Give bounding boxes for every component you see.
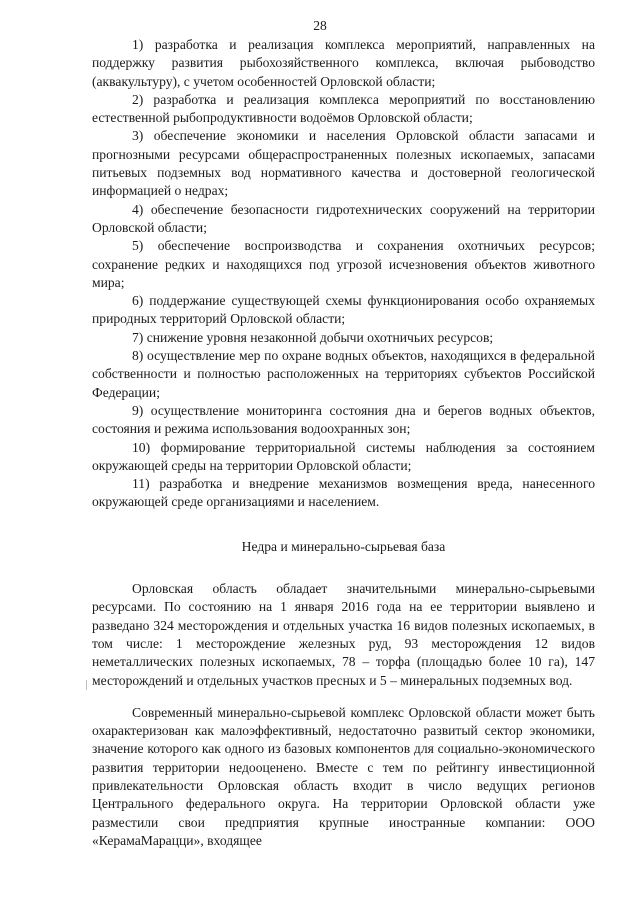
list-item-1: 1) разработка и реализация комплекса мероприятий, направленных на поддержку развития рыбохозяйственного комплекса, включая рыбоводство (аквакультуру), с учетом особенностей Орловской области; bbox=[92, 37, 595, 89]
section-heading: Недра и минерально-сырьевая база bbox=[241, 538, 446, 554]
list-item-9: 9) осуществление мониторинга состояния дна и берегов водных объектов, состояния и режима использования водоохранных зон; bbox=[92, 402, 595, 437]
document-body bbox=[92, 36, 595, 850]
list-item-5: 5) обеспечение воспроизводства и сохранения охотничьих ресурсов; сохранение редких и находящихся под угрозой исчезновения объектов животного мира; bbox=[92, 238, 595, 290]
section-paragraph-1: Орловская область обладает значительными минерально-сырьевыми ресурсами. По состоянию на 1 января 2016 года на ее территории выявлено и разведано 324 месторождения и отдельных участка 16 видов полезных ископаемых, в том числе: 1 месторождение железных руд, 93 месторождения 12 видов неметаллических полезных ископаемых, 78 – торфа (площадью более 10 га), 147 месторождений и отдельных участков пресных и 5 – минеральных подземных вод. bbox=[92, 581, 595, 688]
list-item-7: 7) снижение уровня незаконной добычи охотничьих ресурсов; bbox=[132, 329, 494, 345]
list-item-2: 2) разработка и реализация комплекса мероприятий по восстановлению естественной рыбопродуктивности водоёмов Орловской области; bbox=[92, 91, 595, 126]
page-number: 28 bbox=[313, 18, 327, 33]
list-item-3: 3) обеспечение экономики и населения Орловской области запасами и прогнозными ресурсами общераспространенных полезных ископаемых, запасами питьевых подземных вод нормативного качества и достоверной геологической информацией о недрах; bbox=[92, 128, 595, 199]
list-item-8: 8) осуществление мер по охране водных объектов, находящихся в федеральной собственности и полностью расположенных на территориях субъектов Российской Федерации; bbox=[92, 348, 595, 400]
list-item-11: 11) разработка и внедрение механизмов возмещения вреда, нанесенного окружающей среде организациями и населением. bbox=[92, 476, 595, 510]
margin-mark bbox=[86, 680, 87, 690]
section-paragraph-2: Современный минерально-сырьевой комплекс Орловской области может быть охарактеризован как малоэффективный, недостаточно развитый сектор экономики, значение которого как одного из базовых компонентов для социально-экономического развития территории недооценено. Вместе с тем по рейтингу инвестиционной привлекательности Орловская область входит в число ведущих регионов Центрального федерального округа. На территории Орловской области уже разместили свои предприятия крупные иностранные компании: ООО «КерамаМарацци», входящее bbox=[92, 704, 595, 848]
list-item-4: 4) обеспечение безопасности гидротехнических сооружений на территории Орловской области; bbox=[92, 201, 595, 235]
list-item-10: 10) формирование территориальной системы наблюдения за состоянием окружающей среды на территории Орловской области; bbox=[92, 439, 595, 473]
list-item-6: 6) поддержание существующей схемы функционирования особо охраняемых природных территорий Орловской области; bbox=[92, 293, 595, 327]
